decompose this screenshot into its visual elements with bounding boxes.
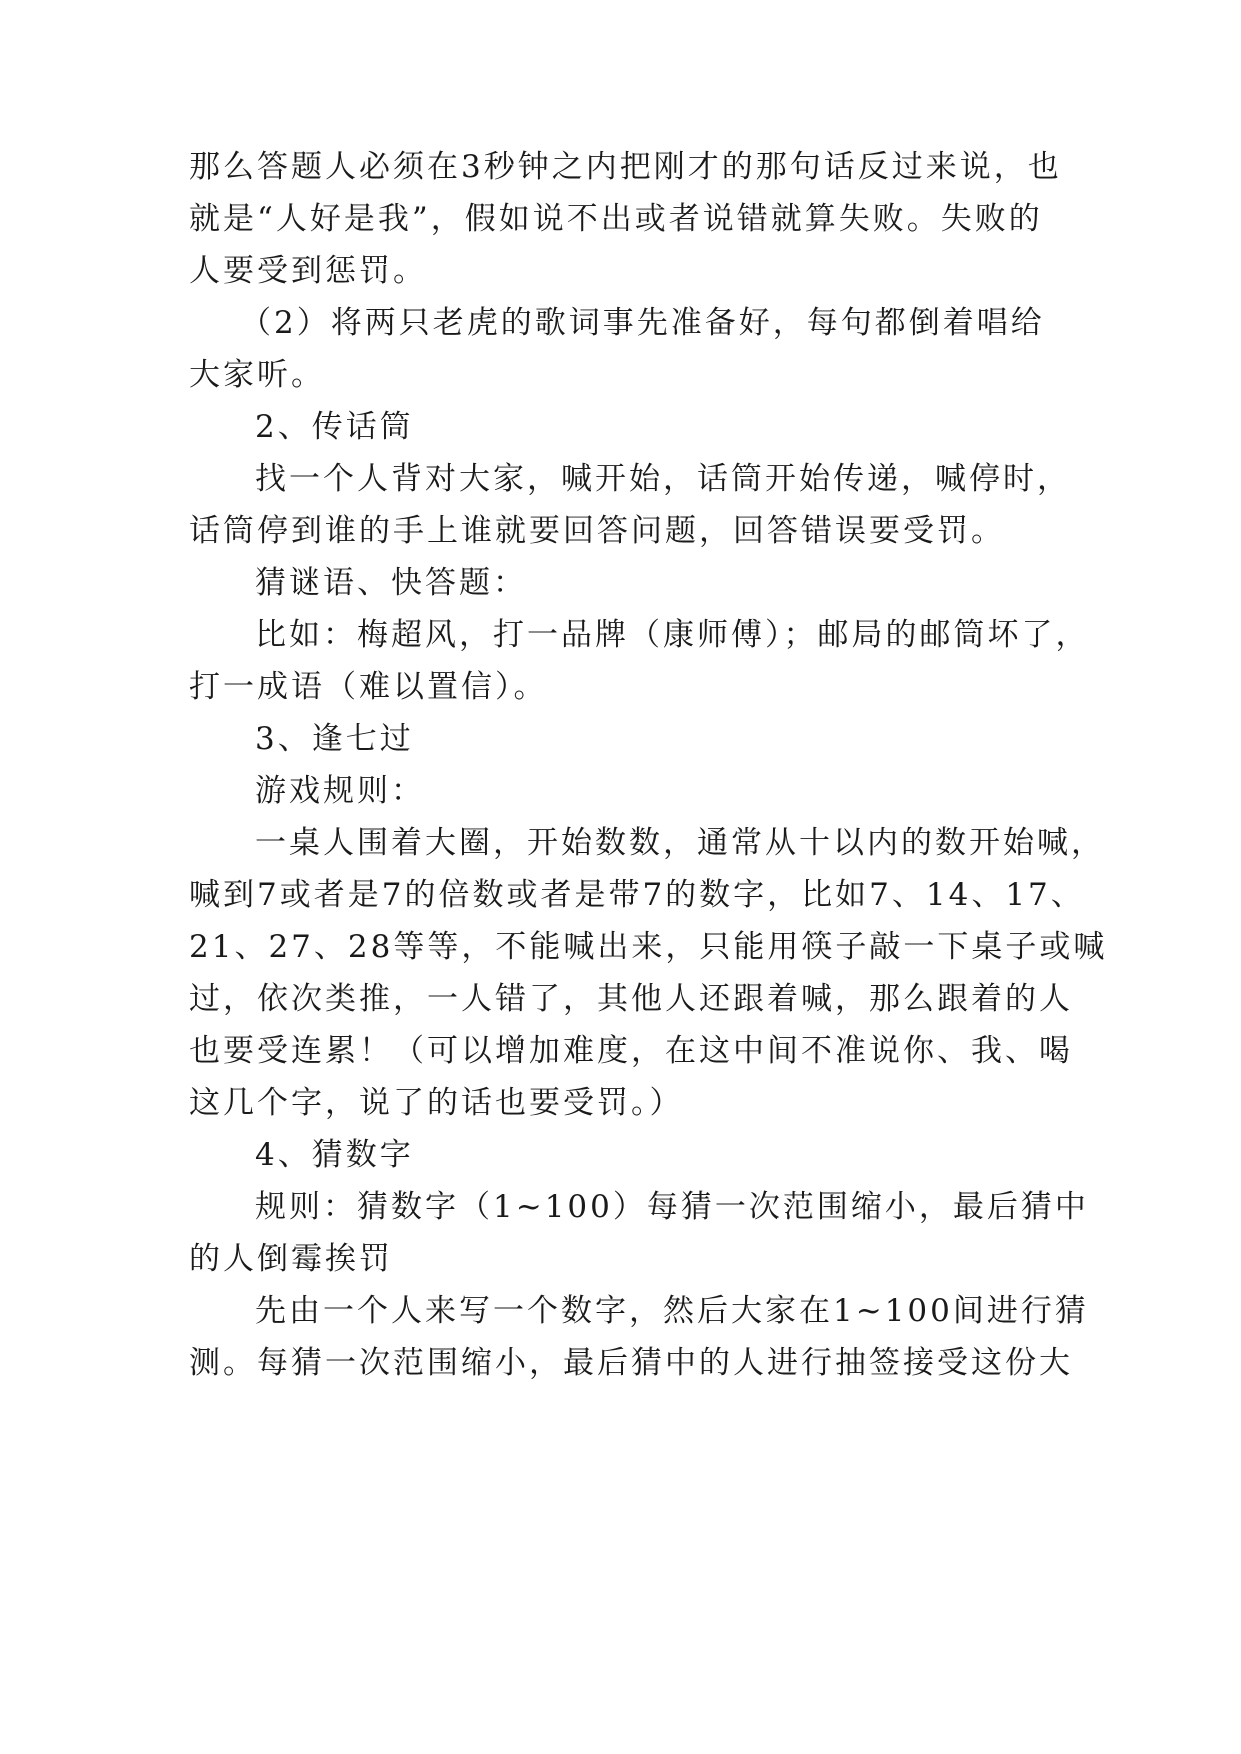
section-heading: 2、传话筒 bbox=[255, 409, 414, 445]
text-line: 喊到7或者是7的倍数或者是带7的数字，比如7、14、17、 bbox=[189, 877, 1085, 913]
text-line: 大家听。 bbox=[189, 357, 325, 393]
section-heading: 3、逢七过 bbox=[255, 721, 414, 757]
text-line: 先由一个人来写一个数字，然后大家在1~100间进行猜 bbox=[255, 1293, 1089, 1329]
section-heading: 4、猜数字 bbox=[255, 1137, 414, 1173]
text-line: 过，依次类推，一人错了，其他人还跟着喊，那么跟着的人 bbox=[189, 981, 1073, 1017]
text-line: （2）将两只老虎的歌词事先准备好，每句都倒着唱给 bbox=[240, 305, 1045, 341]
text-line: 规则：猜数字（1~100）每猜一次范围缩小，最后猜中 bbox=[255, 1189, 1089, 1225]
text-line: 就是“人好是我”，假如说不出或者说错就算失败。失败的 bbox=[189, 201, 1043, 237]
text-line: 那么答题人必须在3秒钟之内把刚才的那句话反过来说，也 bbox=[189, 149, 1062, 185]
text-line: 测。每猜一次范围缩小，最后猜中的人进行抽签接受这份大 bbox=[189, 1345, 1073, 1381]
text-line: 话筒停到谁的手上谁就要回答问题，回答错误要受罚。 bbox=[189, 513, 1005, 549]
text-line: 的人倒霉挨罚 bbox=[189, 1241, 393, 1277]
text-line: 打一成语（难以置信）。 bbox=[189, 669, 548, 705]
text-line: 21、27、28等等，不能喊出来，只能用筷子敲一下桌子或喊 bbox=[189, 929, 1108, 965]
text-line: 比如：梅超风，打一品牌（康师傅）；邮局的邮筒坏了， bbox=[255, 617, 1090, 653]
text-line: 猜谜语、快答题： bbox=[255, 565, 527, 601]
text-line: 也要受连累！（可以增加难度，在这中间不准说你、我、喝 bbox=[189, 1033, 1073, 1069]
text-line: 人要受到惩罚。 bbox=[189, 253, 427, 289]
text-line: 这几个字，说了的话也要受罚。） bbox=[189, 1085, 684, 1121]
text-line: 游戏规则： bbox=[255, 773, 425, 809]
text-line: 一桌人围着大圈，开始数数，通常从十以内的数开始喊， bbox=[255, 825, 1105, 861]
text-line: 找一个人背对大家，喊开始，话筒开始传递，喊停时， bbox=[255, 461, 1071, 497]
